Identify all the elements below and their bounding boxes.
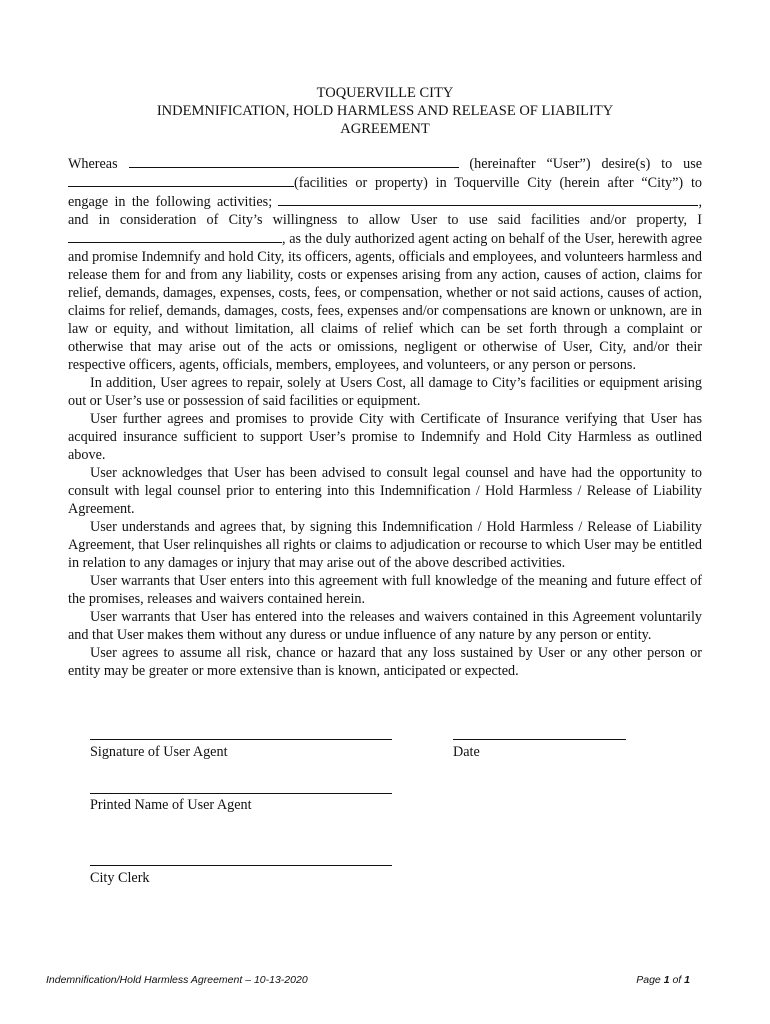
city-clerk-line[interactable] — [90, 865, 392, 866]
consideration-text: , and in consideration of City’s willingness to allow User to use said facilities and/or property, I — [68, 194, 703, 228]
paragraph-legal-counsel: User acknowledges that User has been advised to consult legal counsel and have had the opportunity to consult with legal counsel prior to entering into this Indemnification / Hold Harmless / Release of Liability Agreement. — [68, 465, 702, 517]
user-name-blank[interactable] — [129, 154, 459, 168]
footer-document-id: Indemnification/Hold Harmless Agreement – 10-13-2020 — [46, 974, 308, 986]
date-label: Date — [453, 744, 480, 760]
indemnify-text: , as the duly authorized agent acting on behalf of the User, herewith agree and promise Indemnify and hold City, its officers, agents, officials and employees, and volunteers harmless and release them for and from any liability, costs or expenses arising from any action, causes of action, claims for relief, demands, damages, expenses, costs, fees, or compensation, whether or not said actions, causes of action, claims for relief, demands, damages, costs, fees, expenses and/or compensations are known or unknown, are in law or equity, and without limitation, all claims of relief which can be set forth through a complaint or otherwise that may arise out of the acts or omissions, negligent or otherwise of User, City, and/or their respective officers, agents, officials, members, employees, and volunteers, or any person or persons. — [68, 231, 702, 373]
agent-name-blank[interactable] — [68, 229, 282, 243]
printed-name-line[interactable] — [90, 793, 392, 794]
footer-page-total: 1 — [684, 974, 690, 986]
paragraph-assume-risk: User agrees to assume all risk, chance or hazard that any loss sustained by User or any other person or entity may be greater or more extensive than is known, anticipated or expected. — [68, 645, 702, 679]
paragraph-full-knowledge: User warrants that User enters into this agreement with full knowledge of the meaning and future effect of the promises, releases and waivers contained herein. — [68, 573, 702, 607]
footer-page-word: Page — [636, 974, 661, 986]
document-header-city: TOQUERVILLE CITY — [316, 85, 454, 101]
hereinafter-text: (hereinafter “User”) desire(s) to use — [469, 156, 703, 172]
paragraph-insurance: User further agrees and promises to provide City with Certificate of Insurance verifying that User has acquired insurance sufficient to support User’s promise to Indemnify and Hold City Harmless as outlined above. — [68, 411, 702, 463]
facilities-blank[interactable] — [68, 173, 294, 187]
footer-page-current: 1 — [663, 974, 670, 986]
document-title: INDEMNIFICATION, HOLD HARMLESS AND RELEASE OF LIABILITY — [156, 103, 614, 119]
footer-page-number — [636, 974, 690, 986]
date-line[interactable] — [453, 739, 626, 740]
printed-name-label: Printed Name of User Agent — [90, 797, 252, 813]
agreement-body — [68, 154, 702, 680]
signature-label: Signature of User Agent — [90, 744, 228, 760]
paragraph-voluntary: User warrants that User has entered into the releases and waivers contained in this Agreement voluntarily and that User makes them without any duress or undue influence of any nature by any person or entity. — [68, 609, 702, 643]
paragraph-relinquish: User understands and agrees that, by signing this Indemnification / Hold Harmless / Release of Liability Agreement, that User relinquishes all rights or claims to adjudication or recourse to which User may be entitled in relation to any damages or injury that may arise out of the above described activities. — [68, 519, 702, 571]
footer-of-word: of — [672, 974, 682, 986]
paragraph-whereas — [68, 154, 702, 374]
document-title-continued: AGREEMENT — [340, 121, 430, 137]
paragraph-repair: In addition, User agrees to repair, solely at Users Cost, all damage to City’s facilities or equipment arising out or User’s use or possession of said facilities or equipment. — [68, 375, 702, 409]
whereas-word: Whereas — [68, 156, 118, 172]
signature-line[interactable] — [90, 739, 392, 740]
city-clerk-label: City Clerk — [90, 870, 150, 886]
facilities-text: (facilities or property) in Toquerville City (herein after “City”) to engage in the following activities; — [68, 175, 702, 210]
activities-blank[interactable] — [278, 192, 698, 206]
